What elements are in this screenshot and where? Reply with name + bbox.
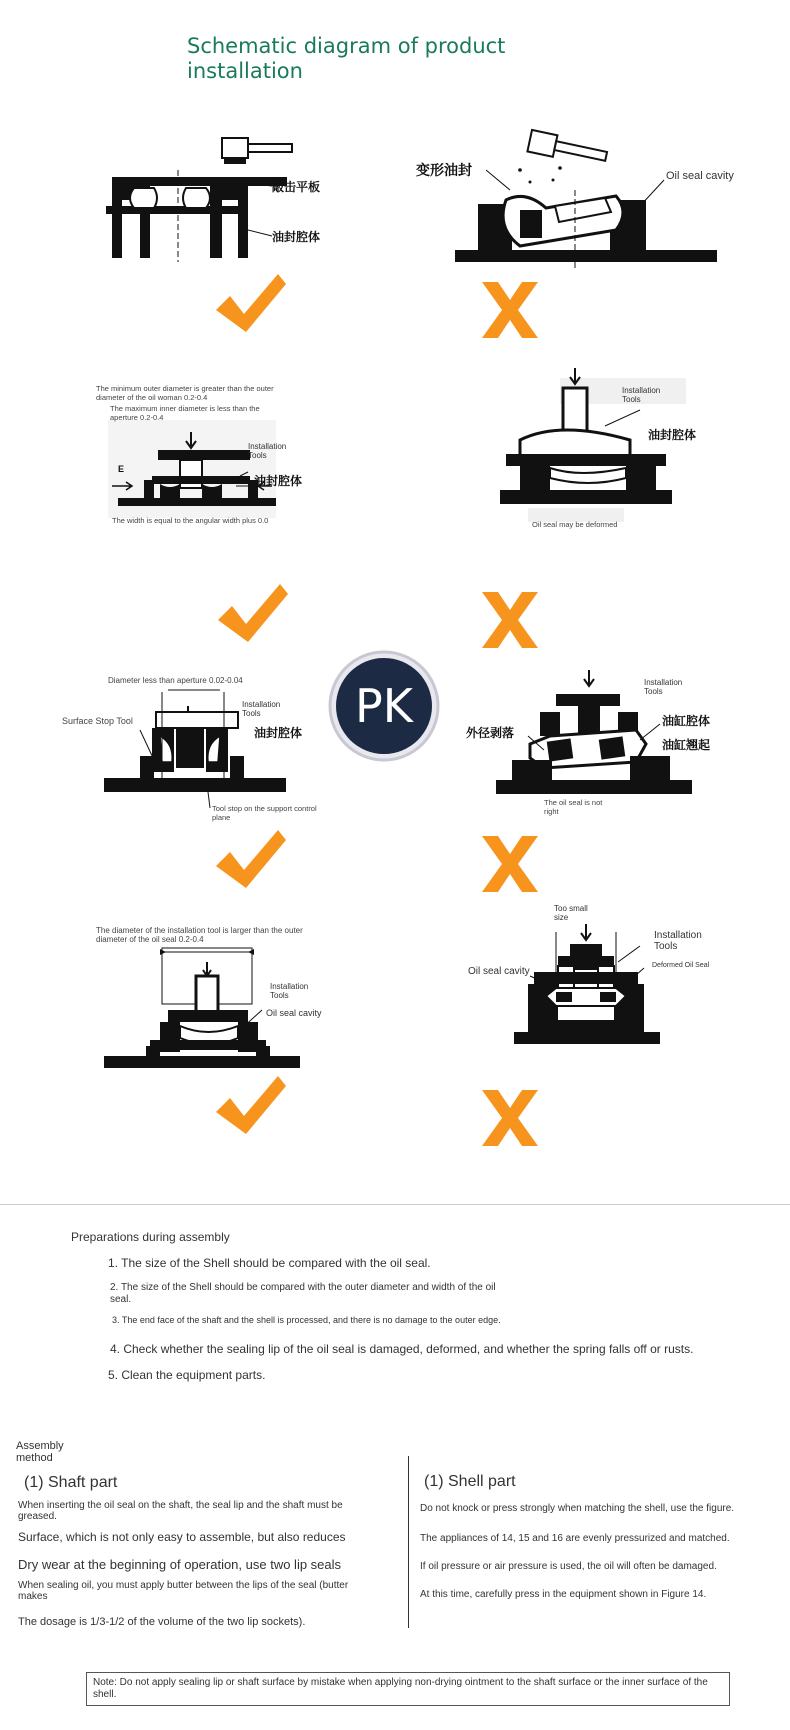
label-installation-tools: Installation Tools (654, 930, 702, 952)
diagram-row4-wrong (514, 924, 660, 1044)
shaft-line-5: The dosage is 1/3-1/2 of the volume of the two lip sockets). (18, 1616, 306, 1628)
note-box: Note: Do not apply sealing lip or shaft surface by mistake when applying non-drying ointment to the shaft surface or the inner surface of the shell. (86, 1672, 730, 1706)
cross-mark-icon (482, 836, 538, 892)
note-min-outer-diameter: The minimum outer diameter is greater than the outer diameter of the oil woman 0.2-0.4 (96, 384, 274, 402)
label-seal-cavity: 油封腔体 (648, 428, 697, 442)
shell-part-title: (1) Shell part (424, 1473, 516, 1490)
page-title: Schematic diagram of product installation (187, 34, 506, 83)
shell-line-2: The appliances of 14, 15 and 16 are evenly pressurized and matched. (420, 1533, 730, 1544)
label-tap-plate: 敲击平板 (272, 180, 321, 194)
hammer-icon (222, 138, 292, 164)
label-installation-tools: Installation Tools (242, 700, 281, 718)
label-outer-diameter-peeling: 外径剥落 (466, 726, 515, 740)
label-surface-stop-tool: Surface Stop Tool (62, 716, 133, 726)
cross-mark-icon (482, 1090, 538, 1146)
label-deformed-oil-seal: Deformed Oil Seal (652, 962, 710, 969)
label-seal-cavity: 油封腔体 (272, 230, 321, 244)
prep-heading: Preparations during assembly (71, 1230, 230, 1244)
shaft-line-3: Dry wear at the beginning of operation, use two lip seals (18, 1557, 342, 1572)
shaft-line-2: Surface, which is not only easy to assemble, but also reduces (18, 1530, 346, 1544)
label-deformed-seal: 变形油封 (416, 162, 472, 178)
label-oil-seal-cavity: Oil seal cavity (266, 1008, 322, 1018)
label-seal-cavity: 油封腔体 (254, 726, 303, 740)
diagram-row1-wrong (455, 130, 717, 270)
section-divider (0, 1204, 790, 1205)
shell-line-3: If oil pressure or air pressure is used, the oil will often be damaged. (420, 1561, 717, 1572)
label-installation-tools: Installation Tools (248, 442, 287, 460)
note-width-equal: The width is equal to the angular width plus 0.0 (112, 516, 269, 525)
note-seal-not-right: The oil seal is not right (544, 798, 603, 816)
prep-item-3: 3. The end face of the shaft and the shell is processed, and there is no damage to the outer edge. (112, 1315, 501, 1325)
prep-item-2: 2. The size of the Shell should be compared with the outer diameter and width of the oil seal. (110, 1282, 496, 1305)
cross-mark-icon (482, 592, 538, 648)
shaft-line-4: When sealing oil, you must apply butter between the lips of the seal (butter makes (18, 1580, 349, 1602)
hammer-icon (527, 130, 608, 168)
check-mark-icon (218, 584, 288, 642)
note-tool-diameter-larger: The diameter of the installation tool is larger than the outer diameter of the oil seal 0.2-0.4 (96, 926, 303, 944)
prep-item-4: 4. Check whether the sealing lip of the oil seal is damaged, deformed, and whether the spring falls off or rusts. (110, 1342, 694, 1356)
diagram-row1-correct (106, 138, 292, 262)
assembly-method-heading: Assembly method (16, 1440, 64, 1464)
check-mark-icon (216, 1076, 286, 1134)
check-mark-icon (216, 274, 286, 332)
shaft-part-title: (1) Shaft part (24, 1474, 118, 1491)
cross-mark-icon (482, 282, 538, 338)
label-oil-seal-cavity: Oil seal cavity (666, 170, 734, 182)
label-oil-seal-cavity: Oil seal cavity (468, 966, 530, 977)
label-too-small-size: Too small size (554, 904, 588, 922)
shell-line-1: Do not knock or press strongly when matching the shell, use the figure. (420, 1503, 735, 1514)
prep-item-1: 1. The size of the Shell should be compared with the oil seal. (108, 1256, 431, 1270)
shell-line-4: At this time, carefully press in the equipment shown in Figure 14. (420, 1589, 707, 1600)
note-tool-stop: Tool stop on the support control plane (212, 804, 317, 822)
label-dimension-e: E (118, 464, 125, 474)
label-cylinder-cavity: 油缸腔体 (662, 714, 711, 728)
shaft-line-1: When inserting the oil seal on the shaft, the seal lip and the shaft must be greased. (18, 1500, 343, 1522)
note-diameter-less: Diameter less than aperture 0.02-0.04 (108, 676, 243, 685)
label-installation-tools: Installation Tools (270, 982, 309, 1000)
pk-badge-text: PK (355, 679, 413, 733)
label-installation-tools: Installation Tools (644, 678, 683, 696)
label-installation-tools: Installation Tools (622, 386, 661, 404)
note-oil-seal-deformed: Oil seal may be deformed (532, 520, 618, 529)
label-cylinder-lifted: 油缸翘起 (662, 738, 711, 752)
note-max-inner-diameter: The maximum inner diameter is less than the aperture 0.2-0.4 (110, 404, 260, 422)
check-mark-icon (216, 830, 286, 888)
label-seal-cavity: 油封腔体 (254, 474, 303, 488)
column-divider (408, 1456, 409, 1628)
prep-item-5: 5. Clean the equipment parts. (108, 1368, 266, 1382)
diagram-row2-correct (108, 420, 276, 518)
